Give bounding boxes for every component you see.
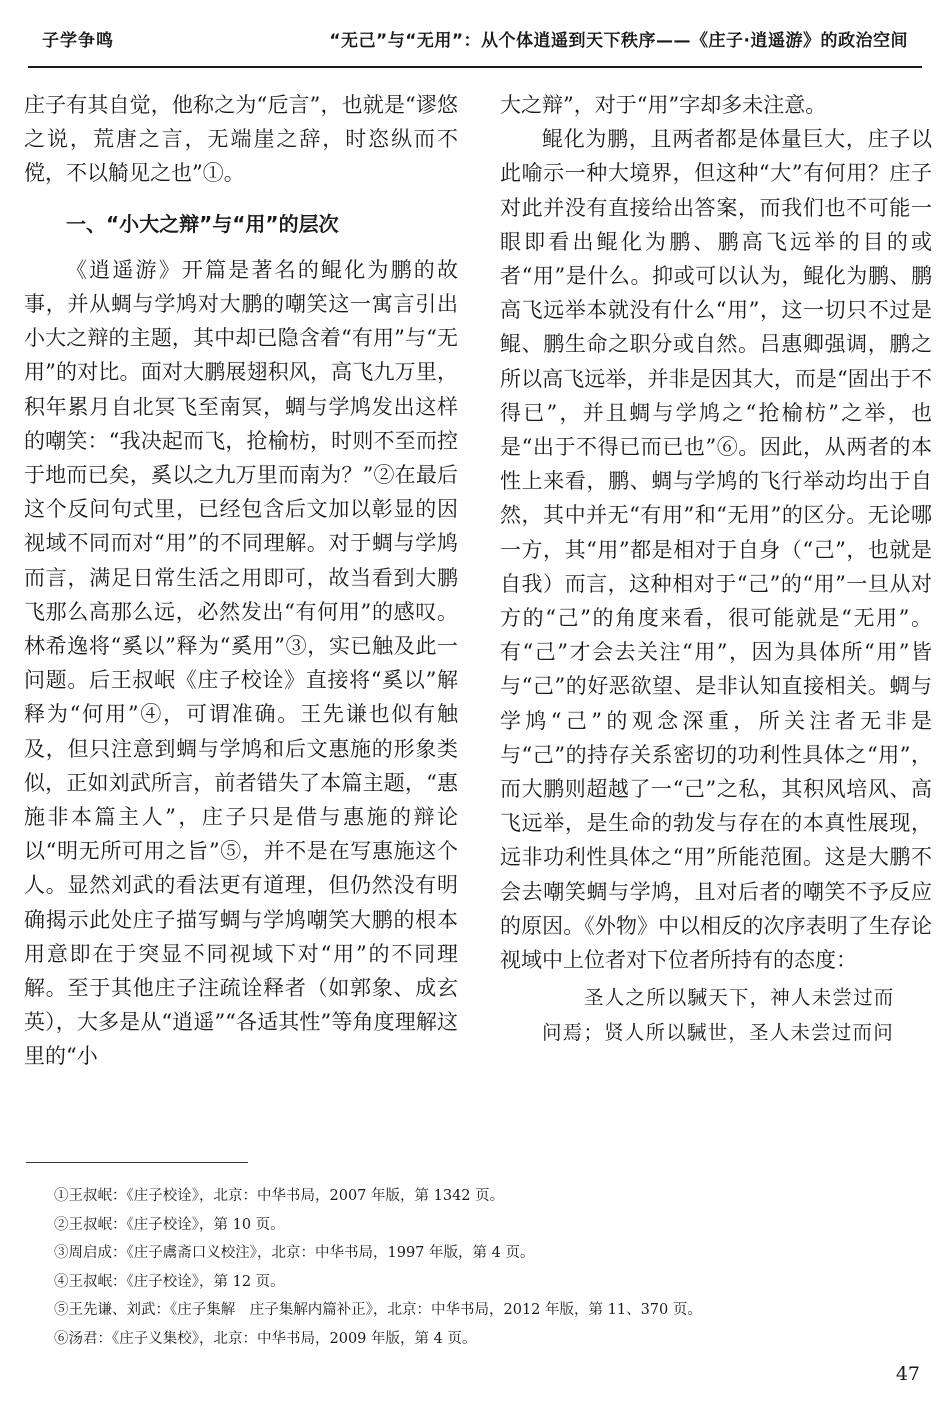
section-heading: 一、“小大之辩”与“用”的层次 [66, 211, 339, 236]
article-running-title: “无己”与“无用”：从个体逍遥到天下秩序——《庄子·逍遥游》的政治空间 [329, 31, 908, 51]
footnote-item: ③周启成：《庄子鬳斋口义校注》，北京：中华书局，1997 年版，第 4 页。 [54, 1245, 535, 1262]
left-column [24, 88, 458, 1074]
body-paragraph: 鲲化为鹏，且两者都是体量巨大，庄子以此喻示一种大境界，但这种“大”有何用？庄子对此并没有直接给出答案，而我们也不可能一眼即看出鲲化为鹏、鹏高飞远举的目的或者“用”是什么。抑或可以认为，鲲化为鹏、鹏高飞远举本就没有什么“用”，这一切只不过是鲲、鹏生命之职分或自然。吕惠卿强调，鹏之所以高飞远举，并非是因其大，而是“固出于不得已”，并且蜩与学鸠之“抢榆枋”之举，也是“出于不得已而已也”⑥。因此，从两者的本性上来看，鹏、蜩与学鸠的飞行举动均出于自然，其中并无“有用”和“无用”的区分。无论哪一方，其“用”都是相对于自身（“己”，也就是自我）而言，这种相对于“己”的“用”一旦从对方的“己”的角度来看，很可能就是“无用”。有“己”才会去关注“用”，因为具体所“用”皆与“己”的好恶欲望、是非认知直接相关。蜩与学鸠“己”的观念深重，所关注者无非是与“己”的持存关系密切的功利性具体之“用”，而大鹏则超越了一“己”之私，其积风培风、高飞远举，是生命的勃发与存在的本真性展现，远非功利性具体之“用”所能范囿。这是大鹏不会去嘲笑蜩与学鸠，且对后者的嘲笑不予反应的原因。《外物》中以相反的次序表明了生存论视域中上位者对下位者所持有的态度： [500, 127, 932, 973]
header-rule [28, 66, 922, 68]
footnotes [54, 1182, 914, 1354]
footnote-item: ⑥汤君：《庄子义集校》，北京：中华书局，2009 年版，第 4 页。 [54, 1330, 477, 1347]
body-paragraph: 《逍遥游》开篇是著名的鲲化为鹏的故事，并从蜩与学鸠对大鹏的嘲笑这一寓言引出小大之辩的主题，其中却已隐含着“有用”与“无用”的对比。面对大鹏展翅积风，高飞九万里，积年累月自北冥飞至南冥，蜩与学鸠发出这样的嘲笑：“我决起而飞，抢榆枋，时则不至而控于地而已矣，奚以之九万里而南为？”②在最后这个反问句式里，已经包含后文加以彰显的因视域不同而对“用”的不同理解。对于蜩与学鸠而言，满足日常生活之用即可，故当看到大鹏飞那么高那么远，必然发出“有何用”的感叹。林希逸将“奚以”释为“奚用”③，实已触及此一问题。后王叔岷《庄子校诠》直接将“奚以”解释为“何用”④，可谓准确。王先谦也似有触及，但只注意到蜩与学鸠和后文惠施的形象类似，正如刘武所言，前者错失了本篇主题，“惠施非本篇主人”，庄子只是借与惠施的辩论以“明无所可用之旨”⑤，并不是在写惠施这个人。显然刘武的看法更有道理，但仍然没有明确揭示此处庄子描写蜩与学鸠嘲笑大鹏的根本用意即在于突显不同视域下对“用”的不同理解。至于其他庄子注疏诠释者（如郭象、成玄英），大多是从“逍遥”“各适其性”等角度理解这里的“小 [24, 257, 458, 1069]
footnote-item: ①王叔岷：《庄子校诠》，北京：中华书局，2007 年版，第 1342 页。 [54, 1188, 505, 1204]
quote-line: 圣人之所以駴天下，神人未尝过而 [584, 986, 895, 1010]
footnote-rule [26, 1162, 248, 1163]
quote-line: 问焉；贤人所以駴世，圣人未尝过而问 [542, 1020, 894, 1044]
page-number: 47 [895, 1363, 920, 1385]
intro-paragraph: 庄子有其自觉，他称之为“卮言”，也就是“谬悠之说，荒唐之言，无端崖之辞，时恣纵而不傥，不以觭见之也”①。 [24, 93, 458, 186]
continued-paragraph: 大之辩”，对于“用”字却多未注意。 [500, 93, 827, 117]
footnote-item: ②王叔岷：《庄子校诠》，第 10 页。 [54, 1216, 285, 1233]
footnote-item: ⑤王先谦、刘武：《庄子集解 庄子集解内篇补正》，北京：中华书局，2012 年版，第 11、370 页。 [54, 1302, 702, 1319]
right-column [500, 88, 932, 1050]
running-header [28, 16, 922, 50]
journal-section-name: 子学争鸣 [42, 31, 114, 51]
block-quote [500, 981, 932, 1050]
footnote-item: ④王叔岷：《庄子校诠》，第 12 页。 [54, 1273, 285, 1290]
